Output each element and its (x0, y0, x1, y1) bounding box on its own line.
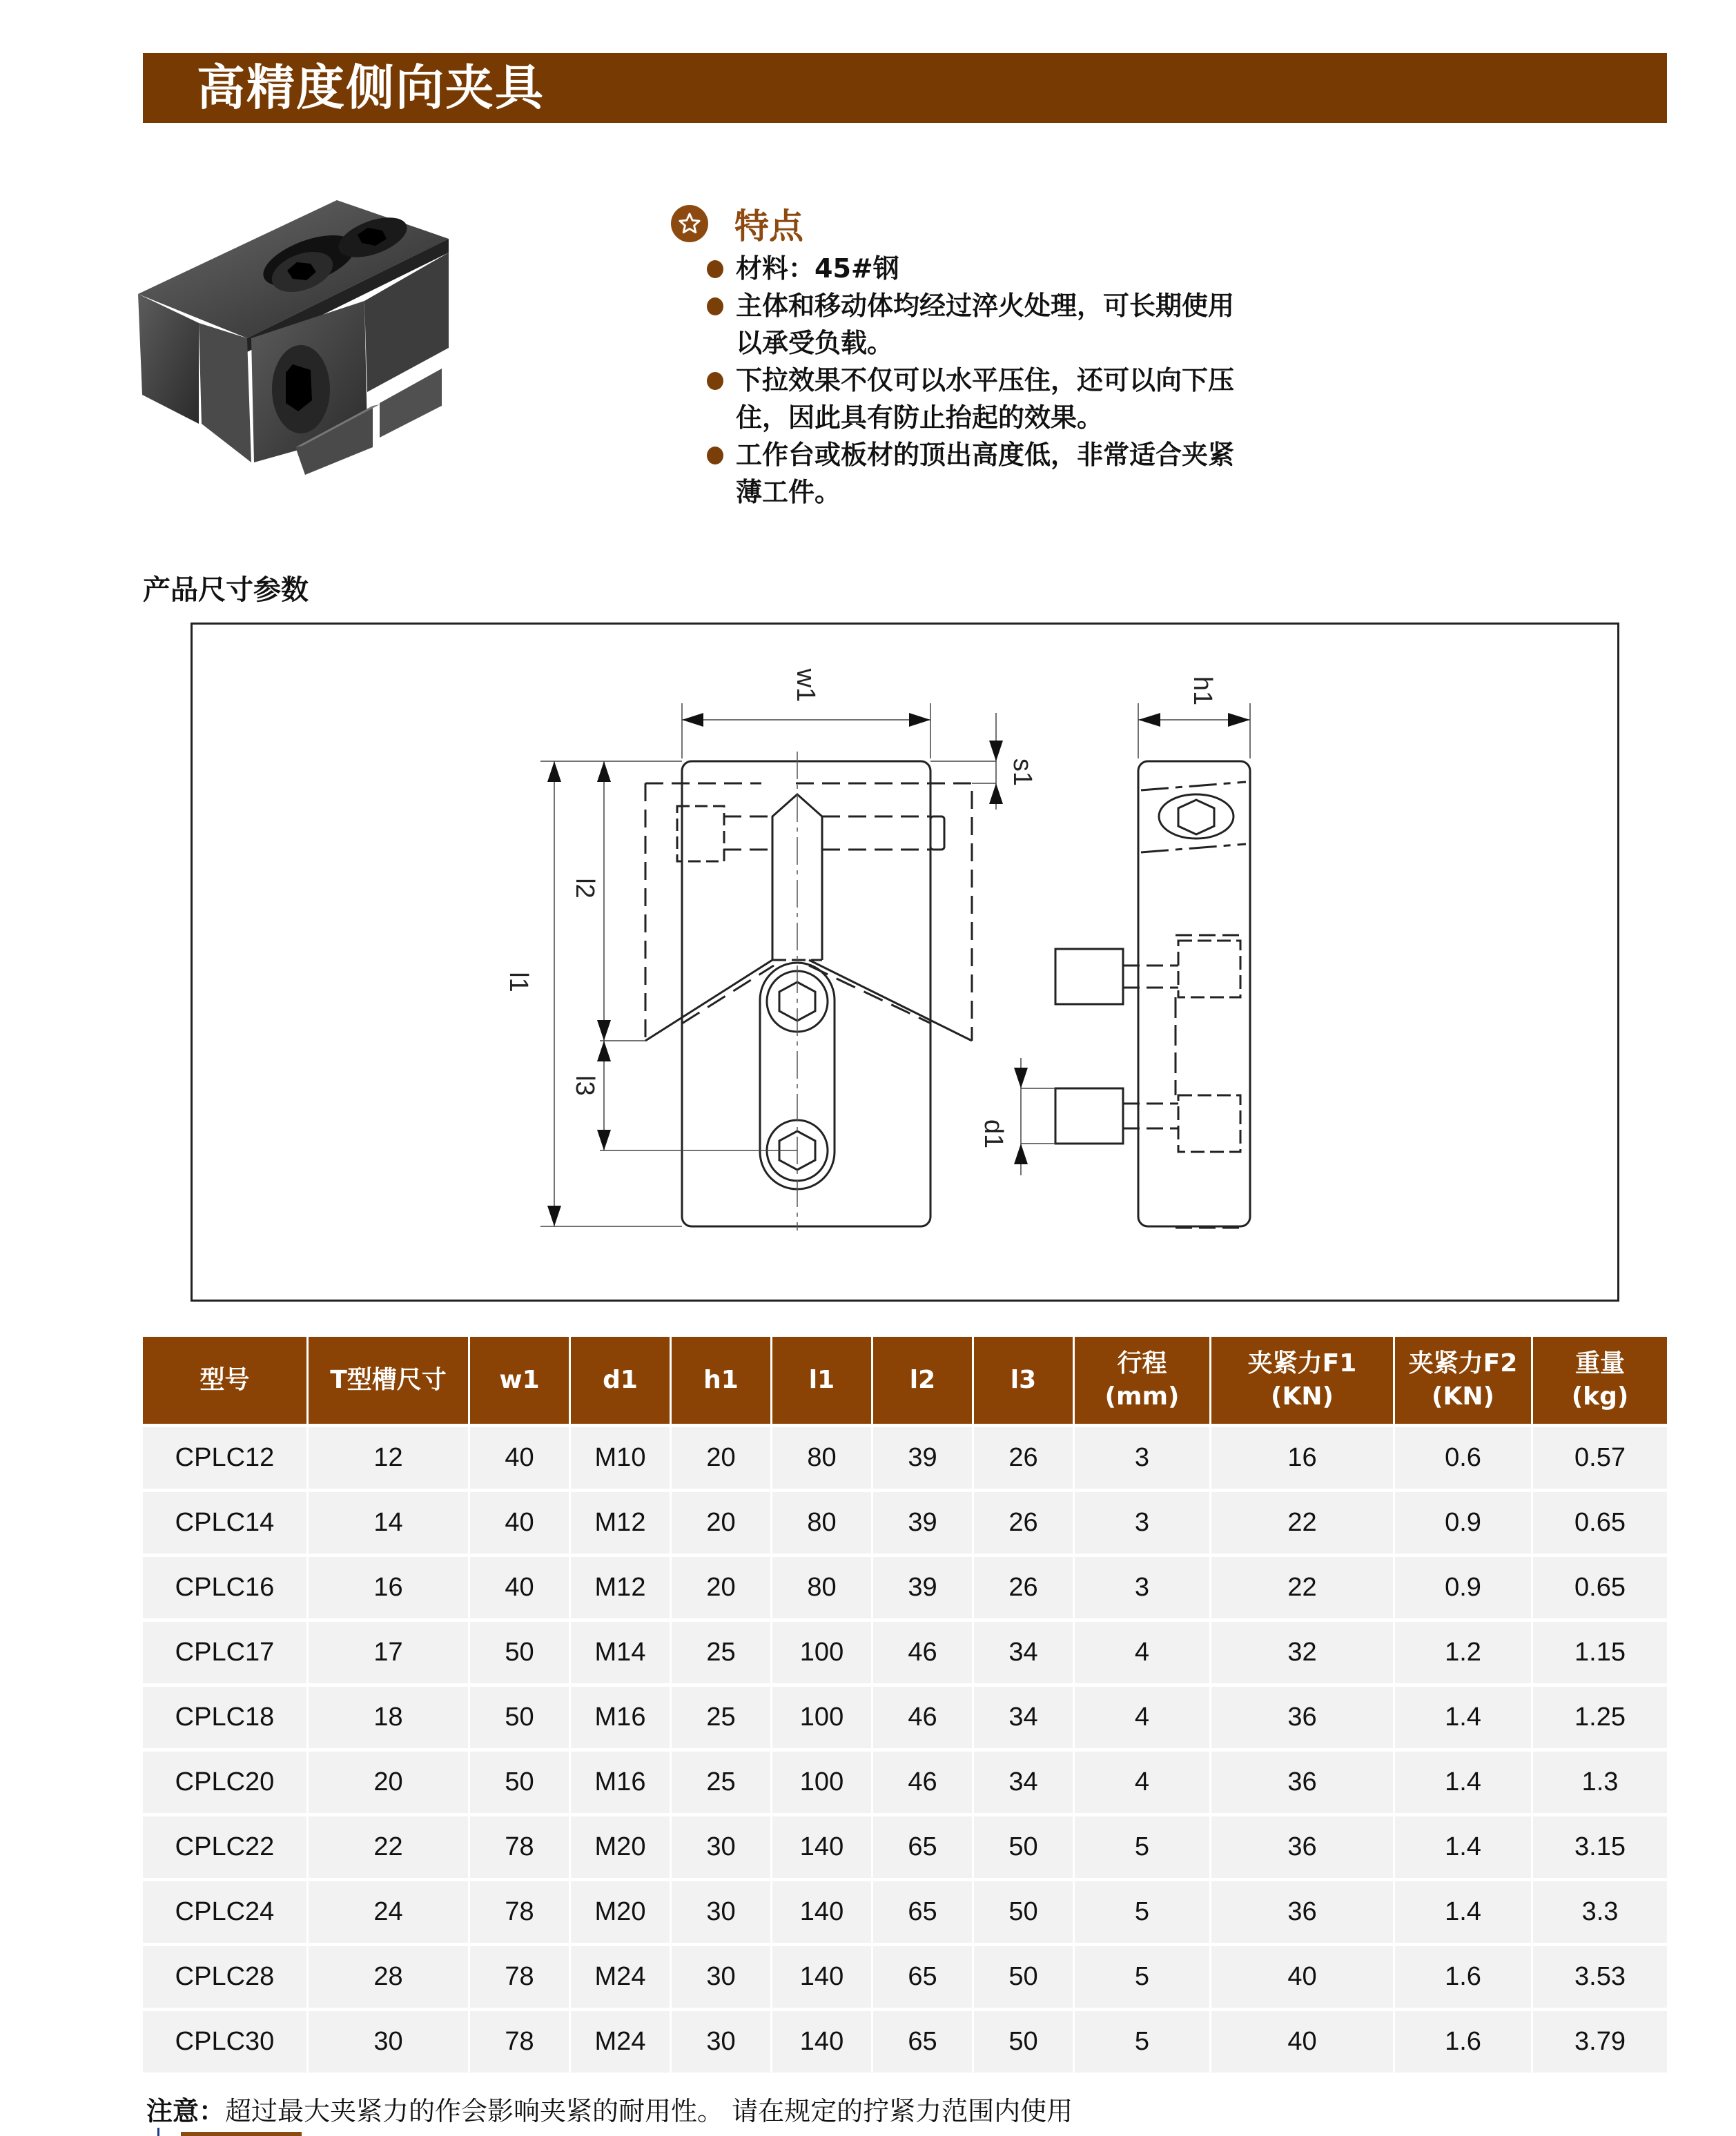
table-row (143, 1943, 1667, 2008)
table-row (143, 1424, 1667, 1489)
table-cell: 78 (470, 1813, 571, 1878)
table-cell: 22 (309, 1813, 470, 1878)
table-header-row (143, 1337, 1667, 1424)
table-cell: 80 (772, 1489, 873, 1554)
table-cell: 26 (974, 1489, 1075, 1554)
bullet-icon (707, 372, 723, 390)
table-cell: 50 (470, 1683, 571, 1748)
table-cell: 1.4 (1395, 1683, 1533, 1748)
column-header: 重量 (kg) (1533, 1337, 1667, 1424)
table-row (143, 1878, 1667, 1943)
next-section-title-cutoff (181, 2132, 302, 2136)
table-cell: M14 (571, 1618, 672, 1683)
table-cell: 140 (772, 1813, 873, 1878)
label-l1: l1 (504, 972, 533, 992)
feature-line: 下拉效果不仅可以水平压住，还可以向下压 (736, 365, 1235, 395)
feature-line: 工作台或板材的顶出高度低，非常适合夹紧 (736, 440, 1235, 470)
table-cell: 20 (672, 1489, 772, 1554)
column-header: T型槽尺寸 (309, 1337, 470, 1424)
feature-item (671, 287, 1313, 362)
dimension-drawing (191, 623, 1619, 1302)
label-w1: w1 (791, 668, 820, 703)
table-cell: M10 (571, 1424, 672, 1489)
table-cell: M20 (571, 1878, 672, 1943)
table-cell: 65 (873, 2008, 974, 2073)
table-cell: 1.4 (1395, 1813, 1533, 1878)
table-cell: M16 (571, 1748, 672, 1813)
table-cell: 22 (1211, 1489, 1395, 1554)
table-row (143, 1813, 1667, 1878)
bullet-icon (707, 260, 723, 278)
table-cell: 100 (772, 1618, 873, 1683)
feature-line: 材料：45#钢 (736, 253, 899, 284)
feature-item (671, 250, 1313, 287)
table-row (143, 1489, 1667, 1554)
label-d1: d1 (979, 1119, 1008, 1149)
table-cell: 3.79 (1533, 2008, 1667, 2073)
table-cell: 32 (1211, 1618, 1395, 1683)
table-cell: 36 (1211, 1683, 1395, 1748)
table-cell: 65 (873, 1878, 974, 1943)
table-cell: 100 (772, 1683, 873, 1748)
table-cell: 1.2 (1395, 1618, 1533, 1683)
label-l2: l2 (570, 878, 599, 899)
table-row (143, 1683, 1667, 1748)
table-cell: 1.3 (1533, 1748, 1667, 1813)
table-cell: 140 (772, 2008, 873, 2073)
table-cell: 5 (1075, 1878, 1211, 1943)
table-cell: 3.53 (1533, 1943, 1667, 2008)
table-cell: M12 (571, 1554, 672, 1618)
column-header: l1 (772, 1337, 873, 1424)
label-l3: l3 (570, 1075, 599, 1096)
table-cell: 40 (470, 1489, 571, 1554)
table-cell: M20 (571, 1813, 672, 1878)
table-cell: 0.9 (1395, 1554, 1533, 1618)
section-title-dimensions: 产品尺寸参数 (143, 574, 309, 606)
technical-drawing-icon (193, 625, 1617, 1300)
table-cell: 1.4 (1395, 1878, 1533, 1943)
table-cell: 39 (873, 1424, 974, 1489)
column-header: d1 (571, 1337, 672, 1424)
column-header: 夹紧力F2 (KN) (1395, 1337, 1533, 1424)
table-cell: M16 (571, 1683, 672, 1748)
label-s1: s1 (1008, 758, 1037, 787)
table-cell: 25 (672, 1618, 772, 1683)
table-body (143, 1424, 1667, 2073)
table-cell: 25 (672, 1748, 772, 1813)
column-header: 夹紧力F1 (KN) (1211, 1337, 1395, 1424)
table-cell: 30 (672, 2008, 772, 2073)
table-cell: 17 (309, 1618, 470, 1683)
table-cell: 18 (309, 1683, 470, 1748)
table-cell: 20 (672, 1554, 772, 1618)
spec-table (143, 1337, 1667, 2073)
table-cell: 30 (672, 1813, 772, 1878)
table-cell: 3.3 (1533, 1878, 1667, 1943)
model-cell: CPLC16 (143, 1554, 309, 1618)
model-cell: CPLC22 (143, 1813, 309, 1878)
product-photo (130, 185, 585, 482)
table-cell: 1.4 (1395, 1748, 1533, 1813)
table-cell: 140 (772, 1943, 873, 2008)
table-cell: 46 (873, 1618, 974, 1683)
table-cell: 1.25 (1533, 1683, 1667, 1748)
table-cell: 1.6 (1395, 1943, 1533, 2008)
table-cell: 4 (1075, 1618, 1211, 1683)
table-row (143, 1748, 1667, 1813)
table-cell: 40 (470, 1424, 571, 1489)
table-cell: 26 (974, 1424, 1075, 1489)
table-cell: 16 (309, 1554, 470, 1618)
column-header: 行程 (mm) (1075, 1337, 1211, 1424)
model-cell: CPLC28 (143, 1943, 309, 2008)
note-text: 超过最大夹紧力的作会影响夹紧的耐用性。 请在规定的拧紧力范围内使用 (225, 2096, 1073, 2126)
table-cell: 0.65 (1533, 1489, 1667, 1554)
table-cell: 3 (1075, 1554, 1211, 1618)
table-cell: 50 (974, 1943, 1075, 2008)
table-cell: 50 (974, 1813, 1075, 1878)
divider-mark (157, 2128, 159, 2136)
table-cell: 0.6 (1395, 1424, 1533, 1489)
table-cell: M24 (571, 2008, 672, 2073)
table-cell: 22 (1211, 1554, 1395, 1618)
table-cell: 34 (974, 1683, 1075, 1748)
column-header: h1 (672, 1337, 772, 1424)
model-cell: CPLC17 (143, 1618, 309, 1683)
table-cell: 39 (873, 1489, 974, 1554)
feature-item (671, 436, 1313, 511)
column-header: l3 (974, 1337, 1075, 1424)
table-cell: 12 (309, 1424, 470, 1489)
clamp-photo-icon (130, 185, 585, 482)
table-cell: M24 (571, 1943, 672, 2008)
table-cell: 50 (974, 2008, 1075, 2073)
bullet-icon (707, 297, 723, 315)
table-cell: 5 (1075, 2008, 1211, 2073)
table-cell: 40 (470, 1554, 571, 1618)
column-header: l2 (873, 1337, 974, 1424)
table-cell: 16 (1211, 1424, 1395, 1489)
table-cell: 46 (873, 1683, 974, 1748)
label-h1: h1 (1188, 676, 1217, 706)
table-cell: 20 (309, 1748, 470, 1813)
table-cell: 50 (470, 1748, 571, 1813)
feature-line: 以承受负载。 (736, 328, 894, 358)
table-row (143, 1554, 1667, 1618)
features-section (671, 202, 1320, 511)
feature-line: 主体和移动体均经过淬火处理，可长期使用 (736, 291, 1235, 321)
table-cell: 4 (1075, 1748, 1211, 1813)
model-cell: CPLC18 (143, 1683, 309, 1748)
features-title: 特点 (734, 206, 803, 246)
star-icon (671, 205, 708, 242)
table-cell: 25 (672, 1683, 772, 1748)
table-cell: 14 (309, 1489, 470, 1554)
table-cell: 50 (974, 1878, 1075, 1943)
table-cell: 40 (1211, 2008, 1395, 2073)
table-cell: 1.6 (1395, 2008, 1533, 2073)
feature-line: 住，因此具有防止抬起的效果。 (736, 402, 1104, 433)
table-cell: 30 (672, 1878, 772, 1943)
model-cell: CPLC24 (143, 1878, 309, 1943)
table-cell: 5 (1075, 1813, 1211, 1878)
model-cell: CPLC12 (143, 1424, 309, 1489)
table-cell: 28 (309, 1943, 470, 2008)
table-cell: 30 (672, 1943, 772, 2008)
table-cell: 50 (470, 1618, 571, 1683)
table-cell: 1.15 (1533, 1618, 1667, 1683)
table-cell: 3.15 (1533, 1813, 1667, 1878)
column-header: 型号 (143, 1337, 309, 1424)
table-cell: 3 (1075, 1489, 1211, 1554)
column-header: w1 (470, 1337, 571, 1424)
table-cell: 36 (1211, 1813, 1395, 1878)
table-cell: 80 (772, 1554, 873, 1618)
page-title: 高精度侧向夹具 (197, 59, 545, 116)
table-cell: 36 (1211, 1748, 1395, 1813)
table-cell: 65 (873, 1813, 974, 1878)
table-cell: 24 (309, 1878, 470, 1943)
bullet-icon (707, 447, 723, 464)
feature-item (671, 362, 1313, 436)
table-cell: 34 (974, 1748, 1075, 1813)
table-cell: 65 (873, 1943, 974, 2008)
table-cell: 140 (772, 1878, 873, 1943)
table-cell: M12 (571, 1489, 672, 1554)
table-cell: 100 (772, 1748, 873, 1813)
table-cell: 80 (772, 1424, 873, 1489)
model-cell: CPLC14 (143, 1489, 309, 1554)
table-cell: 40 (1211, 1943, 1395, 2008)
table-cell: 3 (1075, 1424, 1211, 1489)
usage-note (146, 2090, 1073, 2128)
table-cell: 0.9 (1395, 1489, 1533, 1554)
table-cell: 78 (470, 1878, 571, 1943)
feature-line: 薄工件。 (736, 477, 841, 507)
table-cell: 46 (873, 1748, 974, 1813)
table-cell: 20 (672, 1424, 772, 1489)
table-cell: 4 (1075, 1683, 1211, 1748)
table-cell: 0.57 (1533, 1424, 1667, 1489)
title-bar (143, 53, 1667, 123)
table-cell: 36 (1211, 1878, 1395, 1943)
table-cell: 39 (873, 1554, 974, 1618)
table-row (143, 1618, 1667, 1683)
table-row (143, 2008, 1667, 2073)
table-cell: 78 (470, 2008, 571, 2073)
table-cell: 34 (974, 1618, 1075, 1683)
table-cell: 5 (1075, 1943, 1211, 2008)
table-cell: 0.65 (1533, 1554, 1667, 1618)
table-cell: 26 (974, 1554, 1075, 1618)
table-cell: 78 (470, 1943, 571, 2008)
table-cell: 30 (309, 2008, 470, 2073)
note-label: 注意： (146, 2096, 226, 2126)
model-cell: CPLC30 (143, 2008, 309, 2073)
feature-list (671, 250, 1320, 511)
next-section-partial (157, 2128, 433, 2136)
model-cell: CPLC20 (143, 1748, 309, 1813)
features-header (671, 202, 1320, 246)
